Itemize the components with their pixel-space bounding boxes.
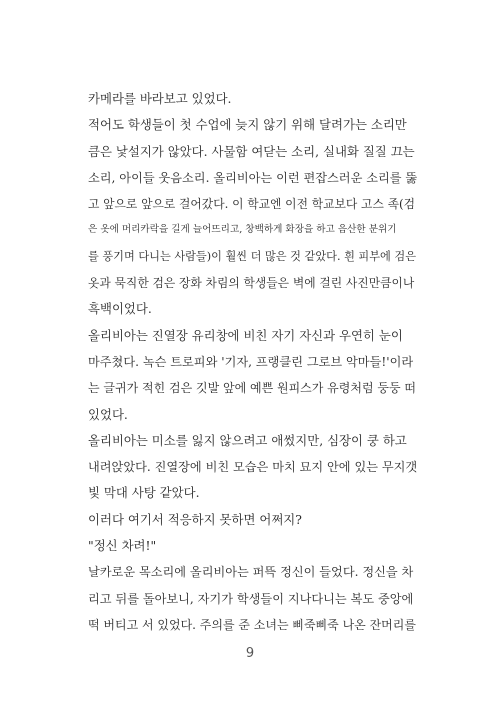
text-line: 마주쳤다. 녹슨 트로피와 '기자, 프랭클린 그로브 악마들!'이라: [88, 354, 414, 369]
text-line: 올리비아는 진열장 유리창에 비친 자기 자신과 우연히 눈이: [88, 327, 403, 343]
text-line: 옷과 묵직한 검은 장화 차림의 학생들은 벽에 걸린 사진만큼이나: [88, 276, 415, 291]
text-line: 빛 막대 사탕 같았다.: [88, 485, 200, 501]
text-line: 흑백이었다.: [88, 301, 152, 317]
text-line: 카메라를 바라보고 있었다.: [88, 91, 232, 106]
text-line: 날카로운 목소리에 올리비아는 퍼뜩 정신이 들었다. 정신을 차: [88, 565, 414, 580]
text-line: 리고 뒤를 돌아보니, 자기가 학생들이 지나다니는 복도 중앙에: [88, 591, 414, 606]
body-text: [88, 86, 418, 638]
text-line: 는 글귀가 적힌 검은 깃발 앞에 예쁜 원피스가 유령처럼 둥둥 떠: [88, 381, 416, 396]
text-line: 올리비아는 미소를 잃지 않으려고 애썼지만, 심장이 쿵 하고: [88, 432, 407, 448]
text-line: 를 풍기며 다니는 사람들)이 훨씬 더 많은 것 같았다. 흰 피부에 검은: [88, 249, 417, 263]
text-line-annotation: 은 옷에 머리카락을 길게 늘어뜨리고, 창백하게 화장을 하고 음산한 분위기: [88, 224, 397, 236]
text-line: "정신 차려!": [88, 538, 157, 554]
text-line: 있었다.: [88, 406, 128, 422]
text-line: 내려앉았다. 진열장에 비친 모습은 마치 묘지 안에 있는 무지갯: [88, 460, 418, 475]
text-line: 큼은 낯설지가 않았다. 사물함 여닫는 소리, 실내화 질질 끄는: [88, 143, 415, 159]
page-number: 9: [245, 646, 255, 661]
text-line: 적어도 학생들이 첫 수업에 늦지 않기 위해 달려가는 소리만: [88, 117, 407, 133]
text-line: 고 앞으로 앞으로 걸어갔다. 이 학교엔 이전 학교보다 고스 족(검: [88, 197, 415, 212]
text-line: 떡 버티고 서 있었다. 주의를 준 소녀는 삐죽삐죽 나온 잔머리를: [88, 617, 416, 632]
text-line: 이러다 여기서 적응하지 못하면 어쩌지?: [88, 511, 302, 527]
text-line: 소리, 아이들 웃음소리. 올리비아는 이런 편잡스러운 소리를 뚫: [88, 170, 418, 185]
